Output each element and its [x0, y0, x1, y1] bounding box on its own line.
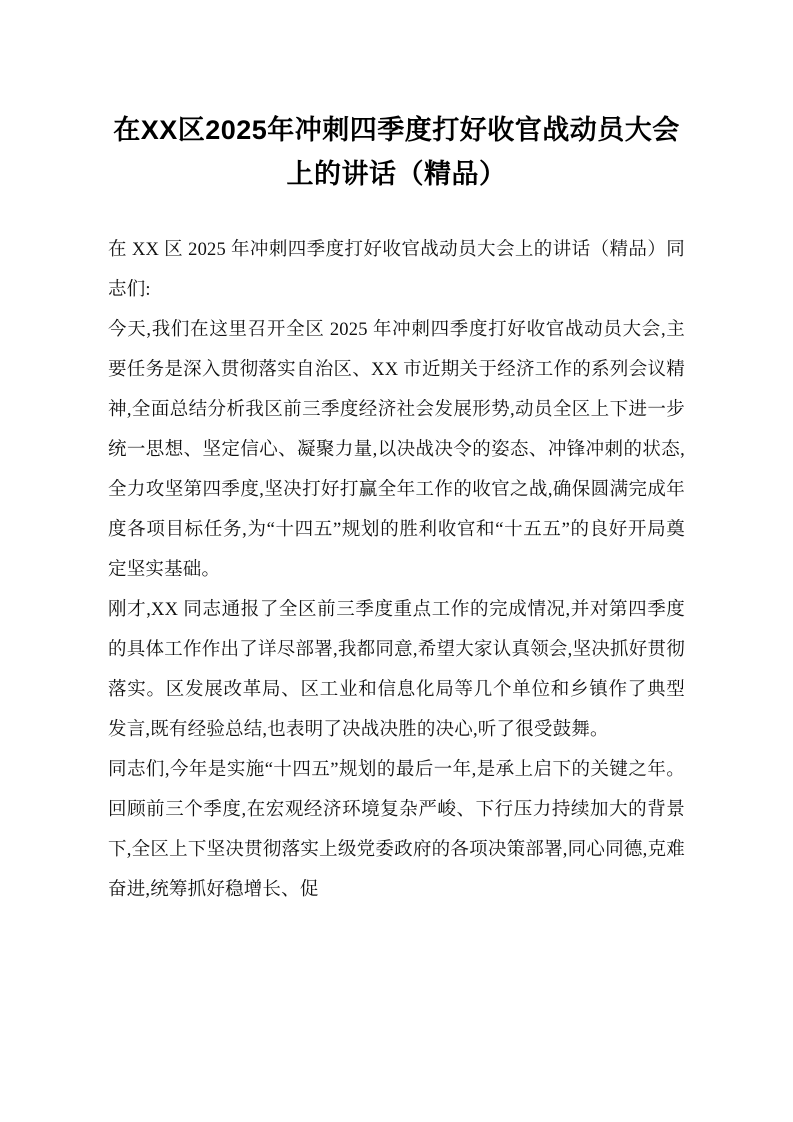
paragraph: 今天,我们在这里召开全区 2025 年冲刺四季度打好收官战动员大会,主要任务是深入贯彻落实自治区、XX 市近期关于经济工作的系列会议精神,全面总结分析我区前三季度经济社会发展形势,动员全区上下进一步统一思想、坚定信心、凝聚力量,以决战决令的姿态、冲锋冲刺的状态,全力攻坚第四季度,坚决打好打赢全年工作的收官之战,确保圆满完成年度各项目标任务,为“十四五”规划的胜利收官和“十五五”的良好开局奠定坚实基础。 — [108, 320, 685, 580]
paragraph: 同志们,今年是实施“十四五”规划的最后一年,是承上启下的关键之年。回顾前三个季度,在宏观经济环境复杂严峻、下行压力持续加大的背景下,全区上下坚决贯彻落实上级党委政府的各项决策部署,同心同德,克难奋进,统筹抓好稳增长、促 — [108, 760, 685, 900]
paragraph: 刚才,XX 同志通报了全区前三季度重点工作的完成情况,并对第四季度的具体工作作出了详尽部署,我都同意,希望大家认真领会,坚决抓好贯彻落实。区发展改革局、区工业和信息化局等几个单位和乡镇作了典型发言,既有经验总结,也表明了决战决胜的决心,听了很受鼓舞。 — [108, 600, 685, 740]
paragraph: 在 XX 区 2025 年冲刺四季度打好收官战动员大会上的讲话（精品）同志们: — [108, 240, 685, 300]
document-body — [108, 230, 685, 910]
page-title: 在XX区2025年冲刺四季度打好收官战动员大会上的讲话（精品） — [113, 115, 680, 189]
